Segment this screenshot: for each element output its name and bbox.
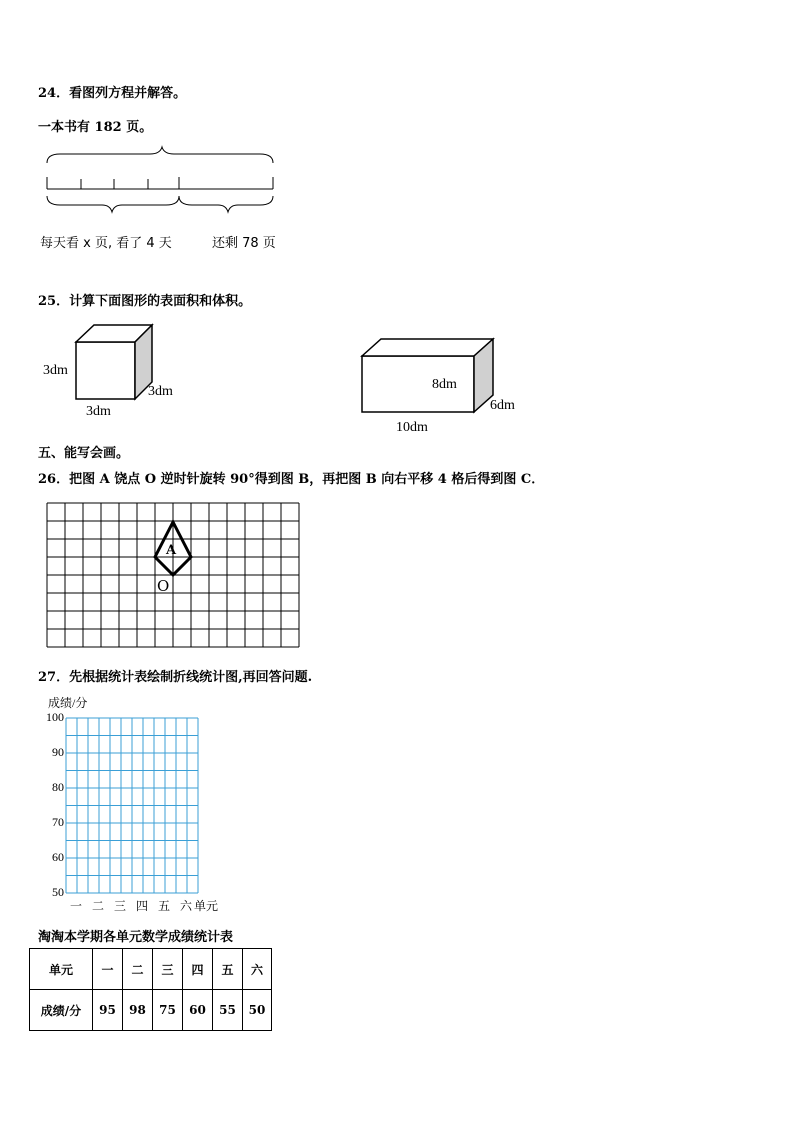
chart-y-tick-label: 60 (52, 850, 64, 864)
table-unit-cell: 四 (183, 949, 213, 990)
chart-x-tick-label: 一 (70, 899, 83, 913)
table-unit-cell: 二 (123, 949, 153, 990)
q24-subtitle: 一本书有 182 页。 (38, 120, 153, 135)
table-row (30, 990, 272, 1031)
table-score-cell: 95 (93, 990, 123, 1031)
q27-title: 27．先根据统计表绘制折线统计图,再回答问题. (38, 670, 313, 685)
table-unit-cell: 三 (153, 949, 183, 990)
table-unit-cell: 一 (93, 949, 123, 990)
table-score-cell: 98 (123, 990, 153, 1031)
chart-x-tick-label: 三 (114, 899, 127, 913)
cube-height-label: 3dm (43, 363, 68, 378)
cube-depth-label: 3dm (148, 384, 173, 399)
table-score-cell: 75 (153, 990, 183, 1031)
chart-x-tick-label: 四 (136, 899, 149, 913)
cuboid-depth-label: 6dm (490, 398, 515, 413)
q24-caption-left: 每天看 x 页, 看了 4 天 (40, 236, 172, 251)
table-row-label: 成绩/分 (30, 990, 93, 1031)
table-score-cell: 55 (213, 990, 243, 1031)
shape-a-label: A (166, 543, 177, 558)
chart-x-tick-label: 五 (158, 899, 171, 913)
cuboid-width-label: 10dm (396, 420, 428, 435)
chart-y-tick-label: 80 (52, 780, 64, 794)
cuboid-height-label: 8dm (432, 377, 457, 392)
chart-y-tick-label: 90 (52, 745, 64, 759)
q26-title: 26．把图 A 饶点 O 逆时针旋转 90°得到图 B，再把图 B 向右平移 4 格后得到图 C． (38, 472, 545, 487)
table-row (30, 949, 272, 990)
chart-y-tick-label: 70 (52, 815, 64, 829)
table-header-label: 单元 (30, 949, 93, 990)
point-o-label: O (157, 577, 170, 595)
chart-xlabel: 单元 (194, 899, 219, 913)
q25-title: 25．计算下面图形的表面积和体积。 (38, 294, 252, 309)
chart-y-tick-label: 100 (46, 710, 64, 724)
cube-width-label: 3dm (86, 404, 111, 419)
q24-title: 24．看图列方程并解答。 (38, 86, 187, 101)
chart-x-tick-label: 二 (92, 899, 105, 913)
table-score-cell: 50 (243, 990, 272, 1031)
table-title: 淘淘本学期各单元数学成绩统计表 (38, 930, 234, 945)
chart-x-tick-label: 六 (180, 899, 193, 913)
chart-y-tick-label: 50 (52, 885, 64, 899)
chart-ylabel: 成绩/分 (48, 696, 88, 710)
table-unit-cell: 六 (243, 949, 272, 990)
table-score-cell: 60 (183, 990, 213, 1031)
table-unit-cell: 五 (213, 949, 243, 990)
score-table (29, 948, 272, 1031)
q24-caption-right: 还剩 78 页 (212, 236, 276, 251)
section5-title: 五、能写会画。 (38, 446, 130, 461)
